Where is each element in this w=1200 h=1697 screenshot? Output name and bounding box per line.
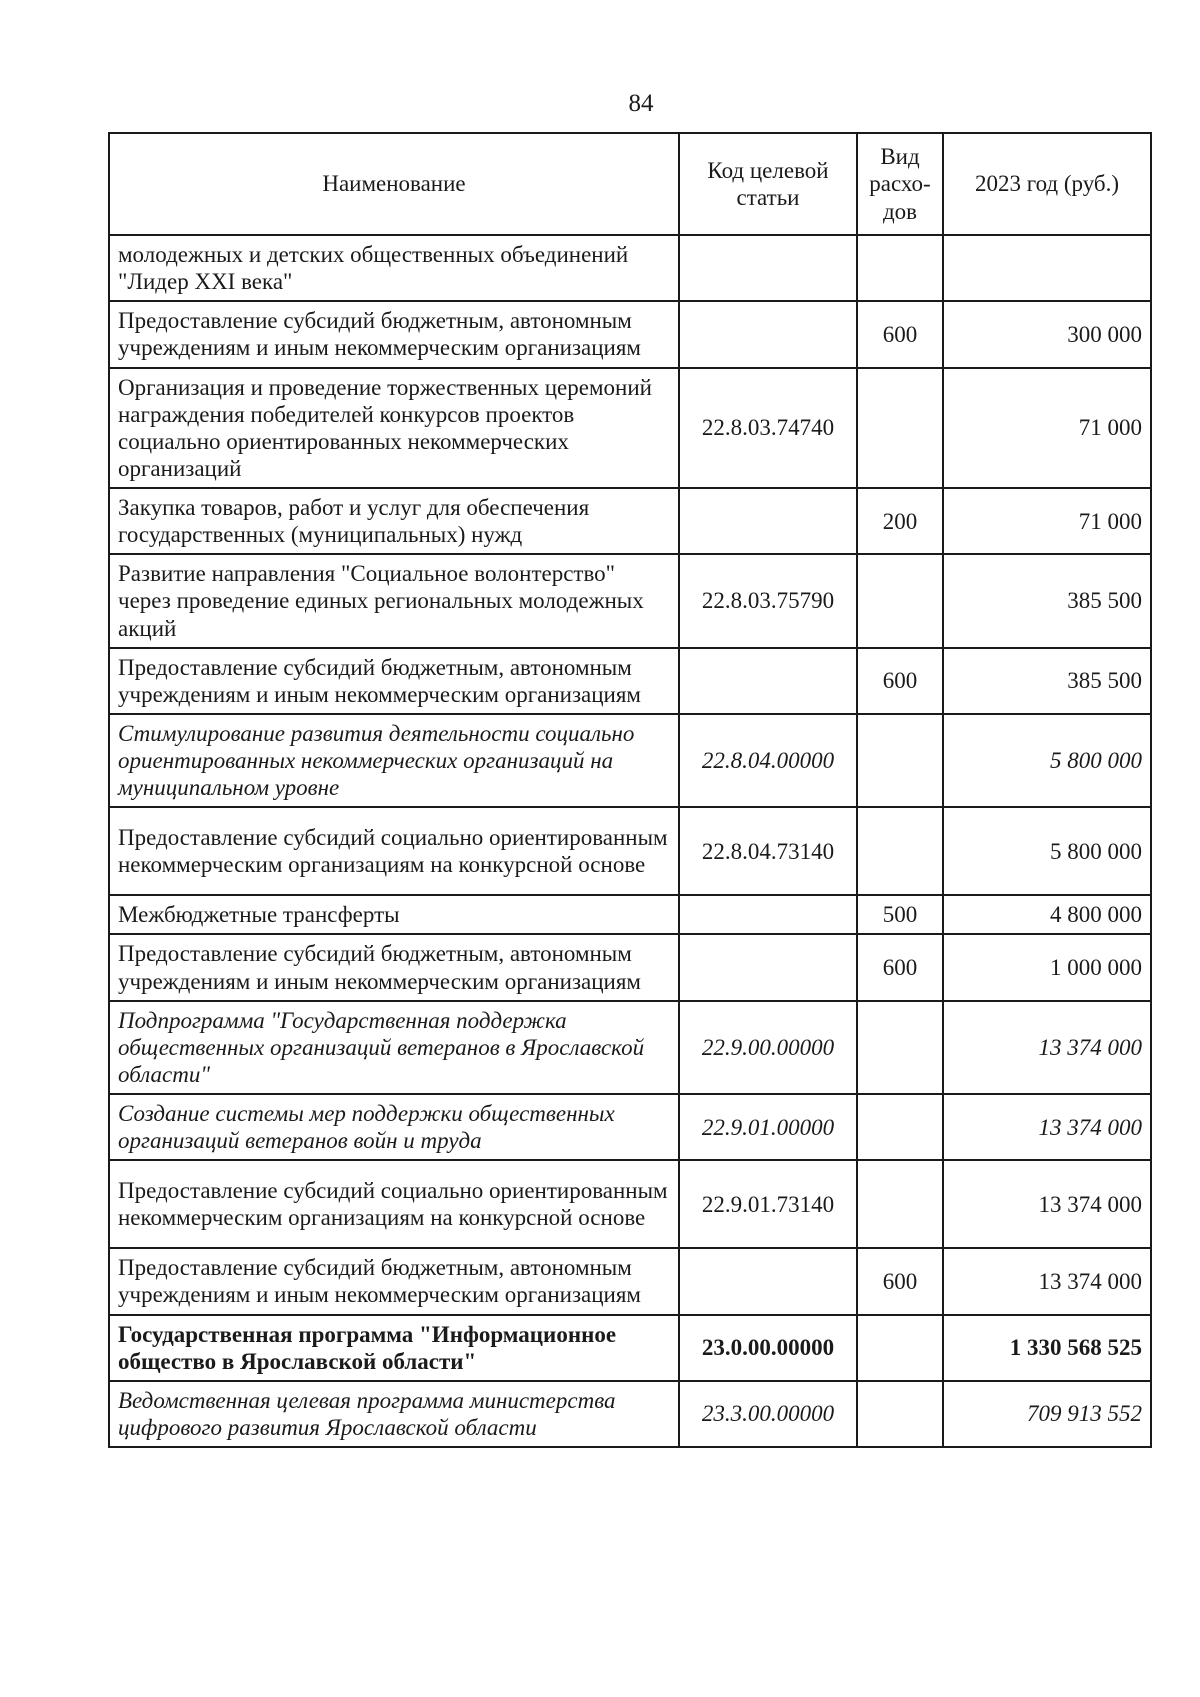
- row-type-cell: 600: [857, 1248, 943, 1314]
- row-name-cell: Предоставление субсидий социально ориентированным некоммерческим организациям на конкурсной основе: [109, 1160, 679, 1248]
- table-row: [109, 1094, 1151, 1160]
- row-type-cell: [857, 368, 943, 489]
- table-row: [109, 1381, 1151, 1447]
- table-row: [109, 648, 1151, 714]
- row-name-cell: Подпрограмма "Государственная поддержка общественных организаций ветеранов в Ярославской области": [109, 1001, 679, 1094]
- row-type-cell: [857, 714, 943, 807]
- row-type-cell: [857, 554, 943, 647]
- row-amount-cell: [943, 235, 1151, 301]
- row-type-cell: [857, 1315, 943, 1381]
- row-name-cell: Закупка товаров, работ и услуг для обеспечения государственных (муниципальных) нужд: [109, 488, 679, 554]
- row-code-cell: [679, 488, 857, 554]
- row-type-cell: 200: [857, 488, 943, 554]
- budget-table: [108, 132, 1152, 1448]
- row-code-cell: 23.0.00.00000: [679, 1315, 857, 1381]
- table-row: [109, 1248, 1151, 1314]
- row-type-cell: [857, 1094, 943, 1160]
- row-type-cell: 600: [857, 934, 943, 1000]
- header-type: Вид расхо-дов: [857, 133, 943, 235]
- row-type-cell: [857, 1160, 943, 1248]
- row-code-cell: 23.3.00.00000: [679, 1381, 857, 1447]
- row-amount-cell: 5 800 000: [943, 714, 1151, 807]
- row-type-cell: [857, 235, 943, 301]
- row-code-cell: 22.9.00.00000: [679, 1001, 857, 1094]
- table-row: [109, 895, 1151, 934]
- row-name-cell: Развитие направления "Социальное волонтерство" через проведение единых региональных молодежных акций: [109, 554, 679, 647]
- row-amount-cell: 300 000: [943, 301, 1151, 367]
- table-row: [109, 807, 1151, 895]
- table-row: [109, 714, 1151, 807]
- row-name-cell: Организация и проведение торжественных церемоний награждения победителей конкурсов проектов социально ориентированных некоммерческих организаций: [109, 368, 679, 489]
- row-amount-cell: 5 800 000: [943, 807, 1151, 895]
- row-amount-cell: 13 374 000: [943, 1248, 1151, 1314]
- row-code-cell: 22.8.04.00000: [679, 714, 857, 807]
- row-code-cell: 22.8.04.73140: [679, 807, 857, 895]
- header-code: Код целевой статьи: [679, 133, 857, 235]
- row-code-cell: [679, 648, 857, 714]
- table-row: [109, 1160, 1151, 1248]
- header-name: Наименование: [109, 133, 679, 235]
- row-type-cell: 600: [857, 648, 943, 714]
- table-row: [109, 554, 1151, 647]
- row-name-cell: Стимулирование развития деятельности социально ориентированных некоммерческих организаций на муниципальном уровне: [109, 714, 679, 807]
- table-row: [109, 301, 1151, 367]
- row-type-cell: [857, 1381, 943, 1447]
- row-name-cell: Предоставление субсидий социально ориентированным некоммерческим организациям на конкурсной основе: [109, 807, 679, 895]
- row-name-cell: Ведомственная целевая программа министерства цифрового развития Ярославской области: [109, 1381, 679, 1447]
- row-code-cell: 22.9.01.00000: [679, 1094, 857, 1160]
- row-code-cell: 22.8.03.75790: [679, 554, 857, 647]
- row-code-cell: [679, 895, 857, 934]
- row-code-cell: 22.9.01.73140: [679, 1160, 857, 1248]
- row-code-cell: [679, 1248, 857, 1314]
- row-type-cell: [857, 1001, 943, 1094]
- page-number: 84: [628, 90, 654, 117]
- row-name-cell: Предоставление субсидий бюджетным, автономным учреждениям и иным некоммерческим организациям: [109, 648, 679, 714]
- row-amount-cell: 709 913 552: [943, 1381, 1151, 1447]
- row-name-cell: Предоставление субсидий бюджетным, автономным учреждениям и иным некоммерческим организациям: [109, 1248, 679, 1314]
- row-name-cell: молодежных и детских общественных объединений "Лидер XXI века": [109, 235, 679, 301]
- row-amount-cell: 1 000 000: [943, 934, 1151, 1000]
- table-row: [109, 934, 1151, 1000]
- row-type-cell: [857, 807, 943, 895]
- row-type-cell: 600: [857, 301, 943, 367]
- row-amount-cell: 13 374 000: [943, 1001, 1151, 1094]
- row-name-cell: Государственная программа "Информационное общество в Ярославской области": [109, 1315, 679, 1381]
- row-code-cell: [679, 235, 857, 301]
- row-amount-cell: 13 374 000: [943, 1094, 1151, 1160]
- row-amount-cell: 385 500: [943, 648, 1151, 714]
- table-row: [109, 1001, 1151, 1094]
- row-amount-cell: 71 000: [943, 368, 1151, 489]
- row-code-cell: [679, 934, 857, 1000]
- row-code-cell: [679, 301, 857, 367]
- row-amount-cell: 71 000: [943, 488, 1151, 554]
- header-amount: 2023 год (руб.): [943, 133, 1151, 235]
- table-row: [109, 488, 1151, 554]
- table-row: [109, 235, 1151, 301]
- row-code-cell: 22.8.03.74740: [679, 368, 857, 489]
- row-name-cell: Создание системы мер поддержки общественных организаций ветеранов войн и труда: [109, 1094, 679, 1160]
- row-amount-cell: 1 330 568 525: [943, 1315, 1151, 1381]
- row-name-cell: Предоставление субсидий бюджетным, автономным учреждениям и иным некоммерческим организациям: [109, 934, 679, 1000]
- table-header-row: [109, 133, 1151, 235]
- row-amount-cell: 385 500: [943, 554, 1151, 647]
- table-row: [109, 368, 1151, 489]
- row-type-cell: 500: [857, 895, 943, 934]
- row-name-cell: Межбюджетные трансферты: [109, 895, 679, 934]
- row-amount-cell: 13 374 000: [943, 1160, 1151, 1248]
- table-row: [109, 1315, 1151, 1381]
- row-amount-cell: 4 800 000: [943, 895, 1151, 934]
- row-name-cell: Предоставление субсидий бюджетным, автономным учреждениям и иным некоммерческим организациям: [109, 301, 679, 367]
